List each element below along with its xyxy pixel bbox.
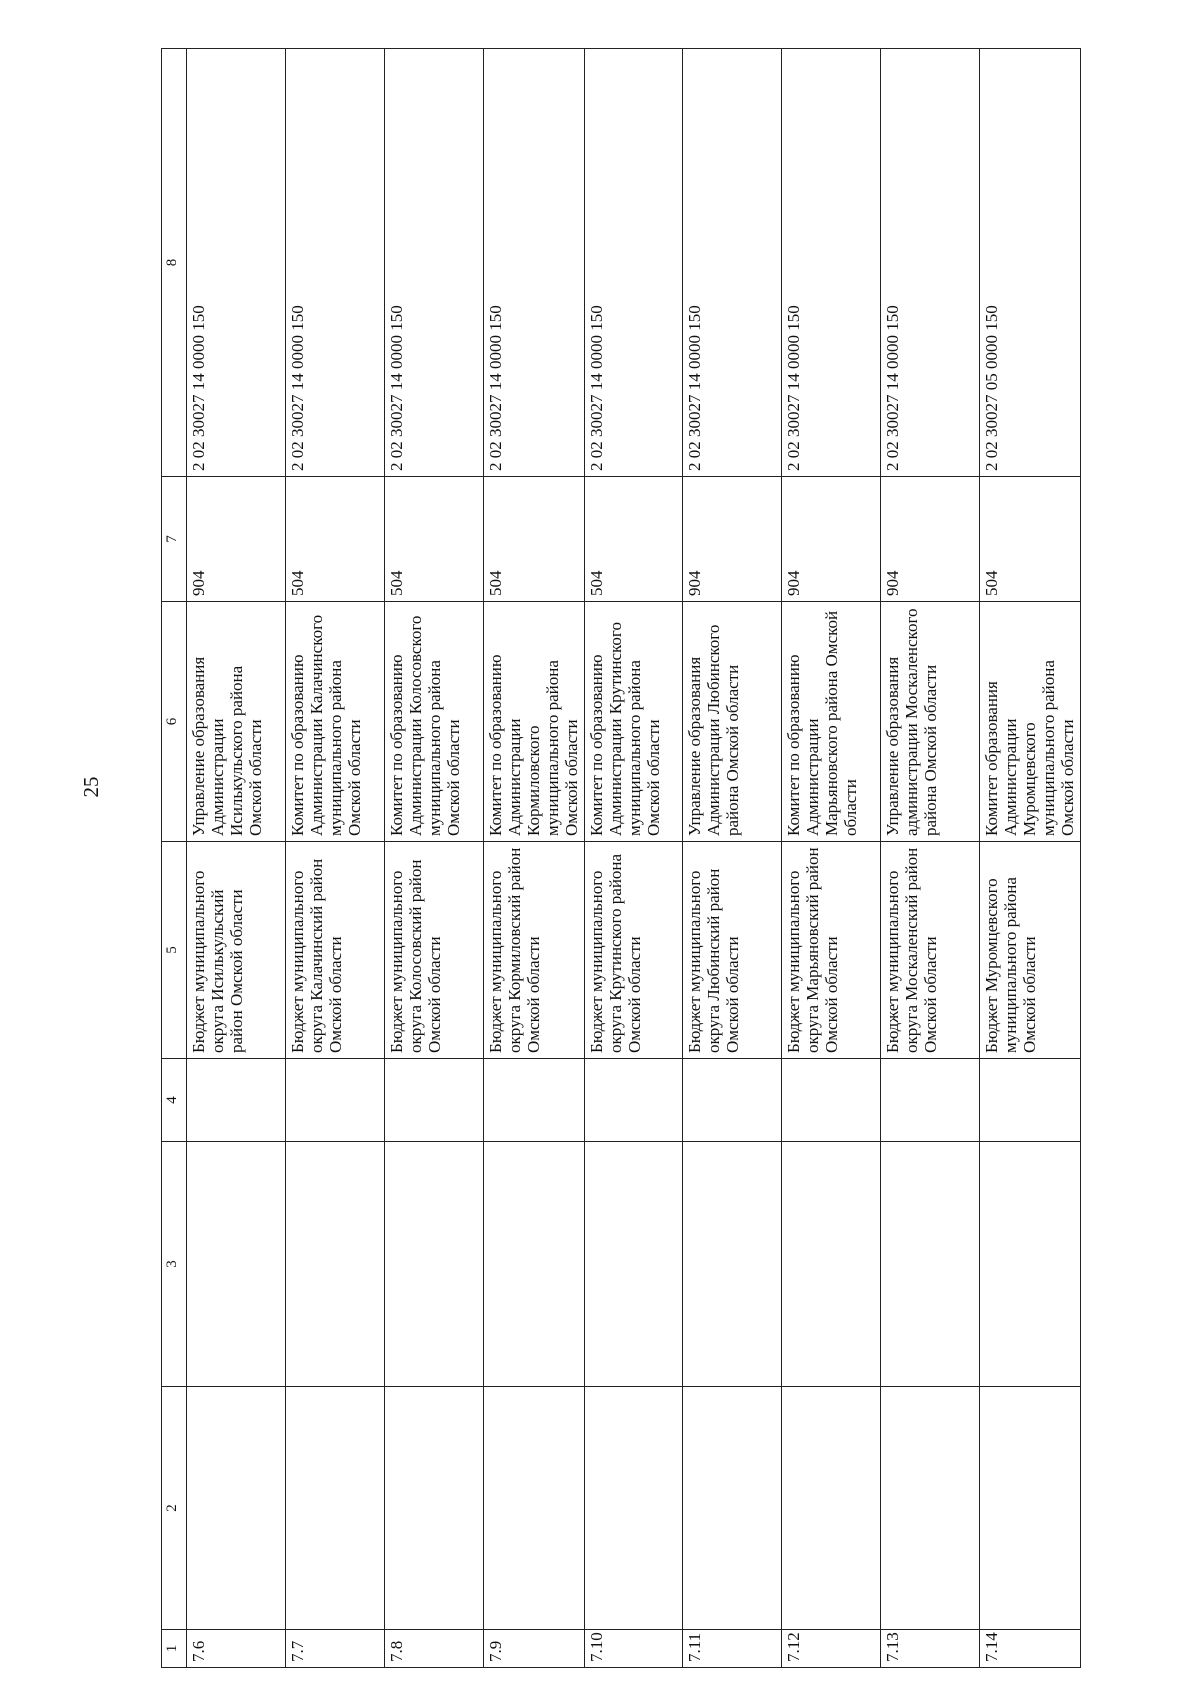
column-4-cell bbox=[187, 1059, 286, 1142]
header-cell-2: 2 bbox=[162, 1387, 187, 1630]
budget-classification-code-cell: 2 02 30027 14 0000 150 bbox=[584, 49, 683, 477]
budget-name-cell: Бюджет муниципального округа Крутинского района Омской области bbox=[584, 842, 683, 1059]
column-2-cell bbox=[584, 1387, 683, 1630]
budget-classification-code-cell: 2 02 30027 05 0000 150 bbox=[980, 49, 1081, 477]
table-row bbox=[782, 49, 881, 1668]
admin-code-cell: 904 bbox=[782, 477, 881, 602]
column-4-cell bbox=[683, 1059, 782, 1142]
table-header bbox=[162, 49, 187, 1668]
budget-name-cell: Бюджет муниципального округа Исилькульский район Омской области bbox=[187, 842, 286, 1059]
admin-code-cell: 504 bbox=[584, 477, 683, 602]
administrator-cell: Комитет по образованию Администрации Калачинского муниципального района Омской области bbox=[285, 602, 384, 842]
admin-code-cell: 504 bbox=[285, 477, 384, 602]
header-cell-5: 5 bbox=[162, 842, 187, 1059]
header-cell-3: 3 bbox=[162, 1142, 187, 1387]
row-number-cell: 7.12 bbox=[782, 1630, 881, 1668]
administrator-cell: Комитет по образованию Администрации Марьяновского района Омской области bbox=[782, 602, 881, 842]
rotated-table-container bbox=[161, 48, 1081, 1668]
column-4-cell bbox=[782, 1059, 881, 1142]
column-4-cell bbox=[285, 1059, 384, 1142]
table-row bbox=[683, 49, 782, 1668]
column-4-cell bbox=[980, 1059, 1081, 1142]
column-2-cell bbox=[980, 1387, 1081, 1630]
budget-classification-code-cell: 2 02 30027 14 0000 150 bbox=[683, 49, 782, 477]
row-number-cell: 7.13 bbox=[881, 1630, 980, 1668]
page-number: 25 bbox=[79, 776, 103, 798]
budget-classification-code-cell: 2 02 30027 14 0000 150 bbox=[384, 49, 483, 477]
budget-classification-code-cell: 2 02 30027 14 0000 150 bbox=[285, 49, 384, 477]
budget-classification-code-cell: 2 02 30027 14 0000 150 bbox=[483, 49, 584, 477]
column-2-cell bbox=[285, 1387, 384, 1630]
row-number-cell: 7.11 bbox=[683, 1630, 782, 1668]
admin-code-cell: 904 bbox=[683, 477, 782, 602]
budget-classification-code-cell: 2 02 30027 14 0000 150 bbox=[782, 49, 881, 477]
budget-name-cell: Бюджет муниципального округа Колосовский район Омской области bbox=[384, 842, 483, 1059]
budget-classification-code-cell: 2 02 30027 14 0000 150 bbox=[881, 49, 980, 477]
row-number-cell: 7.10 bbox=[584, 1630, 683, 1668]
administrator-cell: Комитет образования Администрации Муромцевского муниципального района Омской области bbox=[980, 602, 1081, 842]
document-table bbox=[161, 48, 1081, 1668]
budget-name-cell: Бюджет муниципального округа Москаленский район Омской области bbox=[881, 842, 980, 1059]
header-cell-6: 6 bbox=[162, 602, 187, 842]
admin-code-cell: 504 bbox=[384, 477, 483, 602]
column-2-cell bbox=[187, 1387, 286, 1630]
column-2-cell bbox=[384, 1387, 483, 1630]
header-cell-8: 8 bbox=[162, 49, 187, 477]
budget-name-cell: Бюджет Муромцевского муниципального района Омской области bbox=[980, 842, 1081, 1059]
budget-name-cell: Бюджет муниципального округа Кормиловский район Омской области bbox=[483, 842, 584, 1059]
column-4-cell bbox=[384, 1059, 483, 1142]
header-cell-7: 7 bbox=[162, 477, 187, 602]
table-row bbox=[285, 49, 384, 1668]
table-body bbox=[187, 49, 1081, 1668]
header-cell-4: 4 bbox=[162, 1059, 187, 1142]
row-number-cell: 7.14 bbox=[980, 1630, 1081, 1668]
column-3-cell bbox=[187, 1142, 286, 1387]
row-number-cell: 7.7 bbox=[285, 1630, 384, 1668]
header-cell-1: 1 bbox=[162, 1630, 187, 1668]
table-row bbox=[980, 49, 1081, 1668]
administrator-cell: Комитет по образованию Администрации Колосовского муниципального района Омской области bbox=[384, 602, 483, 842]
budget-name-cell: Бюджет муниципального округа Любинский район Омской области bbox=[683, 842, 782, 1059]
column-2-cell bbox=[683, 1387, 782, 1630]
row-number-cell: 7.6 bbox=[187, 1630, 286, 1668]
column-2-cell bbox=[782, 1387, 881, 1630]
column-4-cell bbox=[881, 1059, 980, 1142]
column-2-cell bbox=[483, 1387, 584, 1630]
budget-name-cell: Бюджет муниципального округа Калачинский район Омской области bbox=[285, 842, 384, 1059]
column-3-cell bbox=[782, 1142, 881, 1387]
row-number-cell: 7.9 bbox=[483, 1630, 584, 1668]
administrator-cell: Управление образования администрации Москаленского района Омской области bbox=[881, 602, 980, 842]
column-3-cell bbox=[980, 1142, 1081, 1387]
admin-code-cell: 904 bbox=[881, 477, 980, 602]
table-row bbox=[187, 49, 286, 1668]
table-row bbox=[584, 49, 683, 1668]
column-3-cell bbox=[483, 1142, 584, 1387]
column-4-cell bbox=[483, 1059, 584, 1142]
administrator-cell: Комитет по образованию Администрации Кормиловского муниципального района Омской области bbox=[483, 602, 584, 842]
header-row bbox=[162, 49, 187, 1668]
admin-code-cell: 504 bbox=[980, 477, 1081, 602]
column-3-cell bbox=[683, 1142, 782, 1387]
column-3-cell bbox=[384, 1142, 483, 1387]
table-row bbox=[384, 49, 483, 1668]
column-2-cell bbox=[881, 1387, 980, 1630]
admin-code-cell: 904 bbox=[187, 477, 286, 602]
administrator-cell: Управление образования Администрации Любинского района Омской области bbox=[683, 602, 782, 842]
row-number-cell: 7.8 bbox=[384, 1630, 483, 1668]
budget-classification-code-cell: 2 02 30027 14 0000 150 bbox=[187, 49, 286, 477]
administrator-cell: Комитет по образованию Администрации Крутинского муниципального района Омской области bbox=[584, 602, 683, 842]
admin-code-cell: 504 bbox=[483, 477, 584, 602]
column-3-cell bbox=[881, 1142, 980, 1387]
table-row bbox=[483, 49, 584, 1668]
column-3-cell bbox=[285, 1142, 384, 1387]
administrator-cell: Управление образования Администрации Исилькульского района Омской области bbox=[187, 602, 286, 842]
table-row bbox=[881, 49, 980, 1668]
column-3-cell bbox=[584, 1142, 683, 1387]
column-4-cell bbox=[584, 1059, 683, 1142]
budget-name-cell: Бюджет муниципального округа Марьяновский район Омской области bbox=[782, 842, 881, 1059]
